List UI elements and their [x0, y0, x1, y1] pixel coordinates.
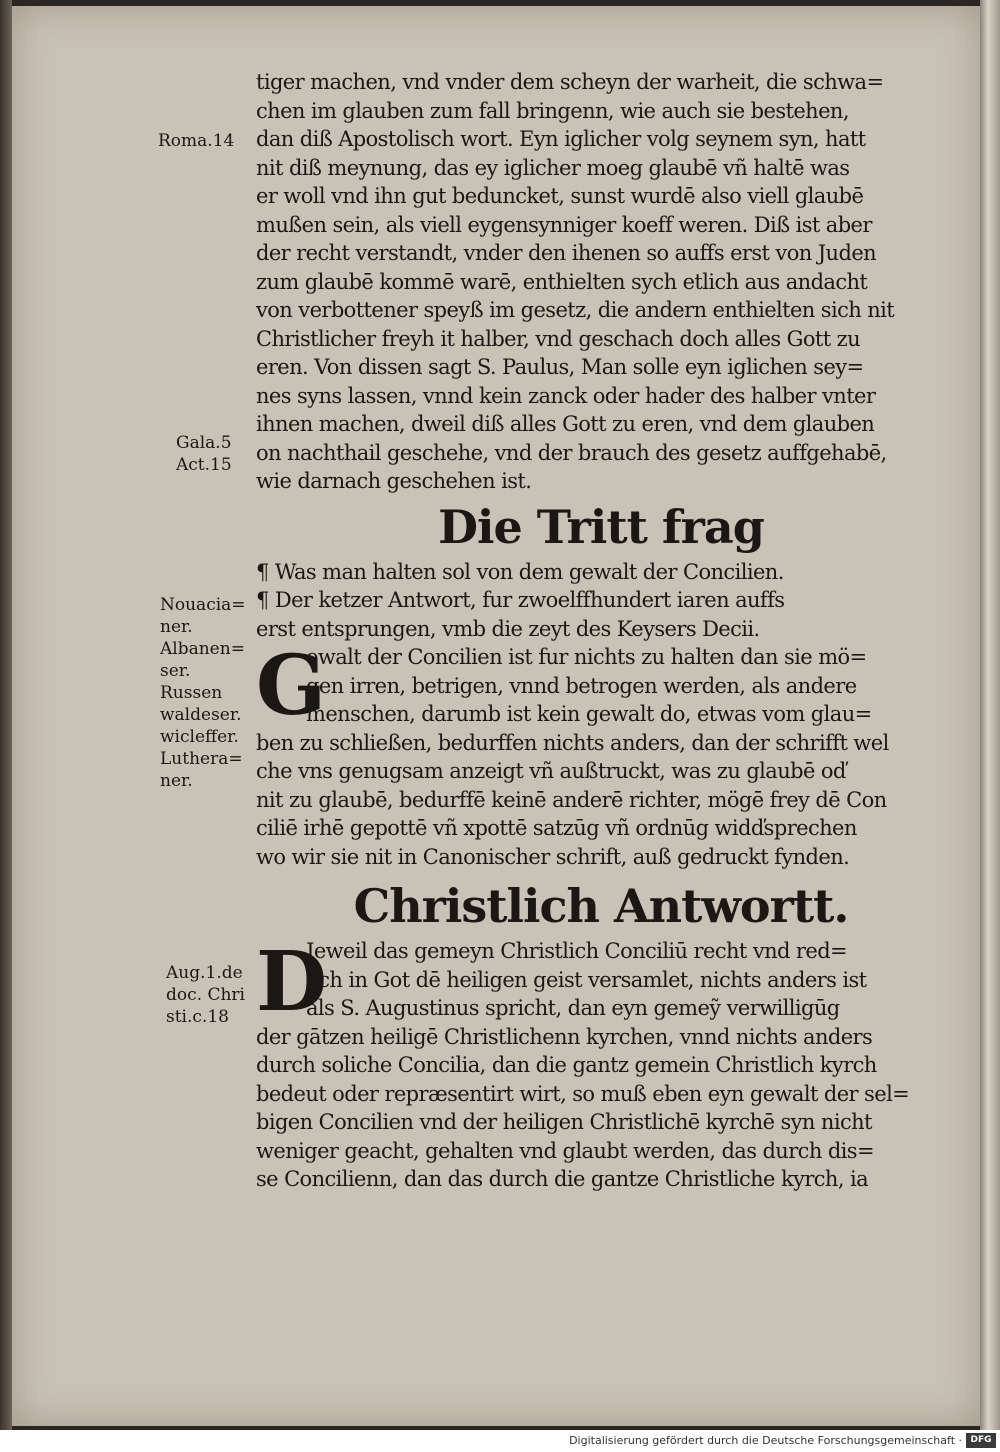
decorated-initial-g: G — [256, 638, 327, 734]
section-heading-christian-answer: Christlich Antwortt. — [353, 879, 849, 933]
question-line — [256, 558, 946, 587]
text-line: weniger geacht, gehalten vnd glaubt werden, das durch dis= — [256, 1138, 874, 1163]
pilcrow-icon: ¶ — [256, 588, 275, 612]
question-text: Was man halten sol von dem gewalt der Concilien. — [274, 559, 784, 584]
text-line: Jeweil das gemeyn Christlich Conciliū recht vnd red= — [306, 939, 848, 963]
text-line: der recht verstandt, vnder den ihenen so auffs erst von Juden — [256, 241, 877, 265]
text-line: eren. Von dissen sagt S. Paulus, Man solle eyn iglichen sey= — [256, 355, 864, 379]
decorated-initial-d: D — [256, 934, 328, 1030]
margin-line: Gala.5 — [176, 433, 232, 453]
digitization-footer — [0, 1430, 1000, 1452]
text-line: wie darnach geschehen ist. — [256, 469, 532, 493]
text-line: che vns genugsam anzeigt vñ außtruckt, was zu glaubē oď — [256, 759, 846, 783]
text-line: der gātzen heiligē Christlichenn kyrchen, vnnd nichts anders — [256, 1024, 873, 1049]
margin-line: wicleffer. — [160, 727, 239, 747]
margin-note-roma — [158, 130, 234, 152]
text-line: ihnen machen, dweil diß alles Gott zu eren, vnd dem glauben — [256, 412, 875, 436]
text-line: bigen Concilien vnd der heiligen Christlichē kyrchē syn nicht — [256, 1110, 872, 1134]
text-line: nes syns lassen, vnnd kein zanck oder hader des halber vnter — [256, 383, 876, 408]
margin-note-augustinus — [166, 962, 245, 1028]
text-line: Christlicher freyh it halber, vnd geschach doch alles Gott zu — [256, 326, 861, 351]
margin-line: doc. Chri — [166, 985, 245, 1005]
text-line: tiger machen, vnd vnder dem scheyn der warheit, die schwa= — [256, 70, 884, 94]
text-line: mußen sein, als viell eygensynniger koeff weren. Diß ist aber — [256, 212, 872, 237]
margin-note-gala — [176, 432, 232, 476]
book-spine-edge — [0, 0, 12, 1430]
text-line: wo wir sie nit in Canonischer schrift, auß gedruckt fynden. — [256, 844, 850, 869]
text-line: zum glaubē kommē warē, enthielten sych etlich aus andacht — [256, 269, 868, 294]
heretic-answer-paragraph — [256, 638, 946, 871]
text-line: se Concilienn, dan das durch die gantze Christliche kyrch, ia — [256, 1167, 869, 1191]
christian-answer-paragraph — [256, 934, 946, 1194]
margin-line: sti.c.18 — [166, 1007, 229, 1027]
text-line: gen irren, betrigen, vnnd betrogen werden, als andere — [306, 673, 857, 698]
top-paragraph — [256, 68, 946, 496]
text-line: nit zu glaubē, bedurffē keinē anderē richter, mögē frey dē Con — [256, 787, 887, 812]
text-line: er woll vnd ihn gut beduncket, sunst wurdē also viell glaubē — [256, 184, 864, 208]
text-line: als S. Augustinus spricht, dan eyn gemeỹ verwilligūg — [306, 996, 840, 1020]
text-line: on nachthail geschehe, vnd der brauch des gesetz auffgehabē, — [256, 440, 887, 465]
margin-line: ser. — [160, 661, 191, 681]
text-line: ciliē irhē gepottē vñ xpottē satzūg vñ ordnūg widďsprechen — [256, 816, 857, 840]
heretic-answer-line: erst entsprungen, vmb die zeyt des Keysers Decii. — [256, 616, 760, 641]
text-line: ben zu schließen, bedurffen nichts anders, dan der schrifft wel — [256, 730, 889, 755]
text-line: von verbottener speyß im gesetz, die andern enthielten sich nit — [256, 298, 895, 322]
text-line: dan diß Apostolisch wort. Eyn iglicher volg seynem syn, hatt — [256, 127, 866, 151]
section-heading-third-question: Die Tritt frag — [438, 499, 764, 554]
margin-line: Nouacia= — [160, 595, 246, 615]
margin-line: ner. — [160, 771, 193, 791]
pilcrow-icon: ¶ — [256, 559, 275, 584]
text-line: durch soliche Concilia, dan die gantz gemein Christlich kyrch — [256, 1053, 877, 1077]
margin-line: ner. — [160, 617, 193, 637]
main-text-column — [256, 68, 946, 1194]
text-line: ewalt der Concilien ist fur nichts zu halten dan sie mö= — [306, 645, 867, 669]
text-line: menschen, darumb ist kein gewalt do, etwas vom glau= — [306, 702, 872, 726]
text-line: lich in Got dē heiligen geist versamlet, nichts anders ist — [306, 967, 867, 992]
margin-line: waldeser. — [160, 705, 242, 725]
margin-line: Luthera= — [160, 749, 243, 769]
text-line: chen im glauben zum fall bringenn, wie auch sie bestehen, — [256, 98, 849, 123]
dfg-logo: DFG — [966, 1433, 996, 1448]
heretic-answer-text: Der ketzer Antwort, fur zwoelffhundert iaren auffs — [274, 588, 785, 612]
text-line: bedeut oder repræsentirt wirt, so muß eben eyn gewalt der sel= — [256, 1081, 910, 1106]
margin-note-heretics — [160, 594, 246, 792]
text-line: nit diß meynung, das ey iglicher moeg glaubē vñ haltē was — [256, 155, 850, 180]
page-fore-edge — [980, 0, 1000, 1430]
margin-line: Russen — [160, 683, 223, 703]
heretic-answer-line — [256, 586, 946, 615]
margin-line: Roma.14 — [158, 131, 235, 151]
margin-line: Act.15 — [176, 455, 232, 475]
margin-line: Albanen= — [160, 639, 245, 659]
funding-notice: Digitalisierung gefördert durch die Deutsche Forschungsgemeinschaft · — [569, 1434, 962, 1447]
margin-line: Aug.1.de — [166, 963, 243, 983]
